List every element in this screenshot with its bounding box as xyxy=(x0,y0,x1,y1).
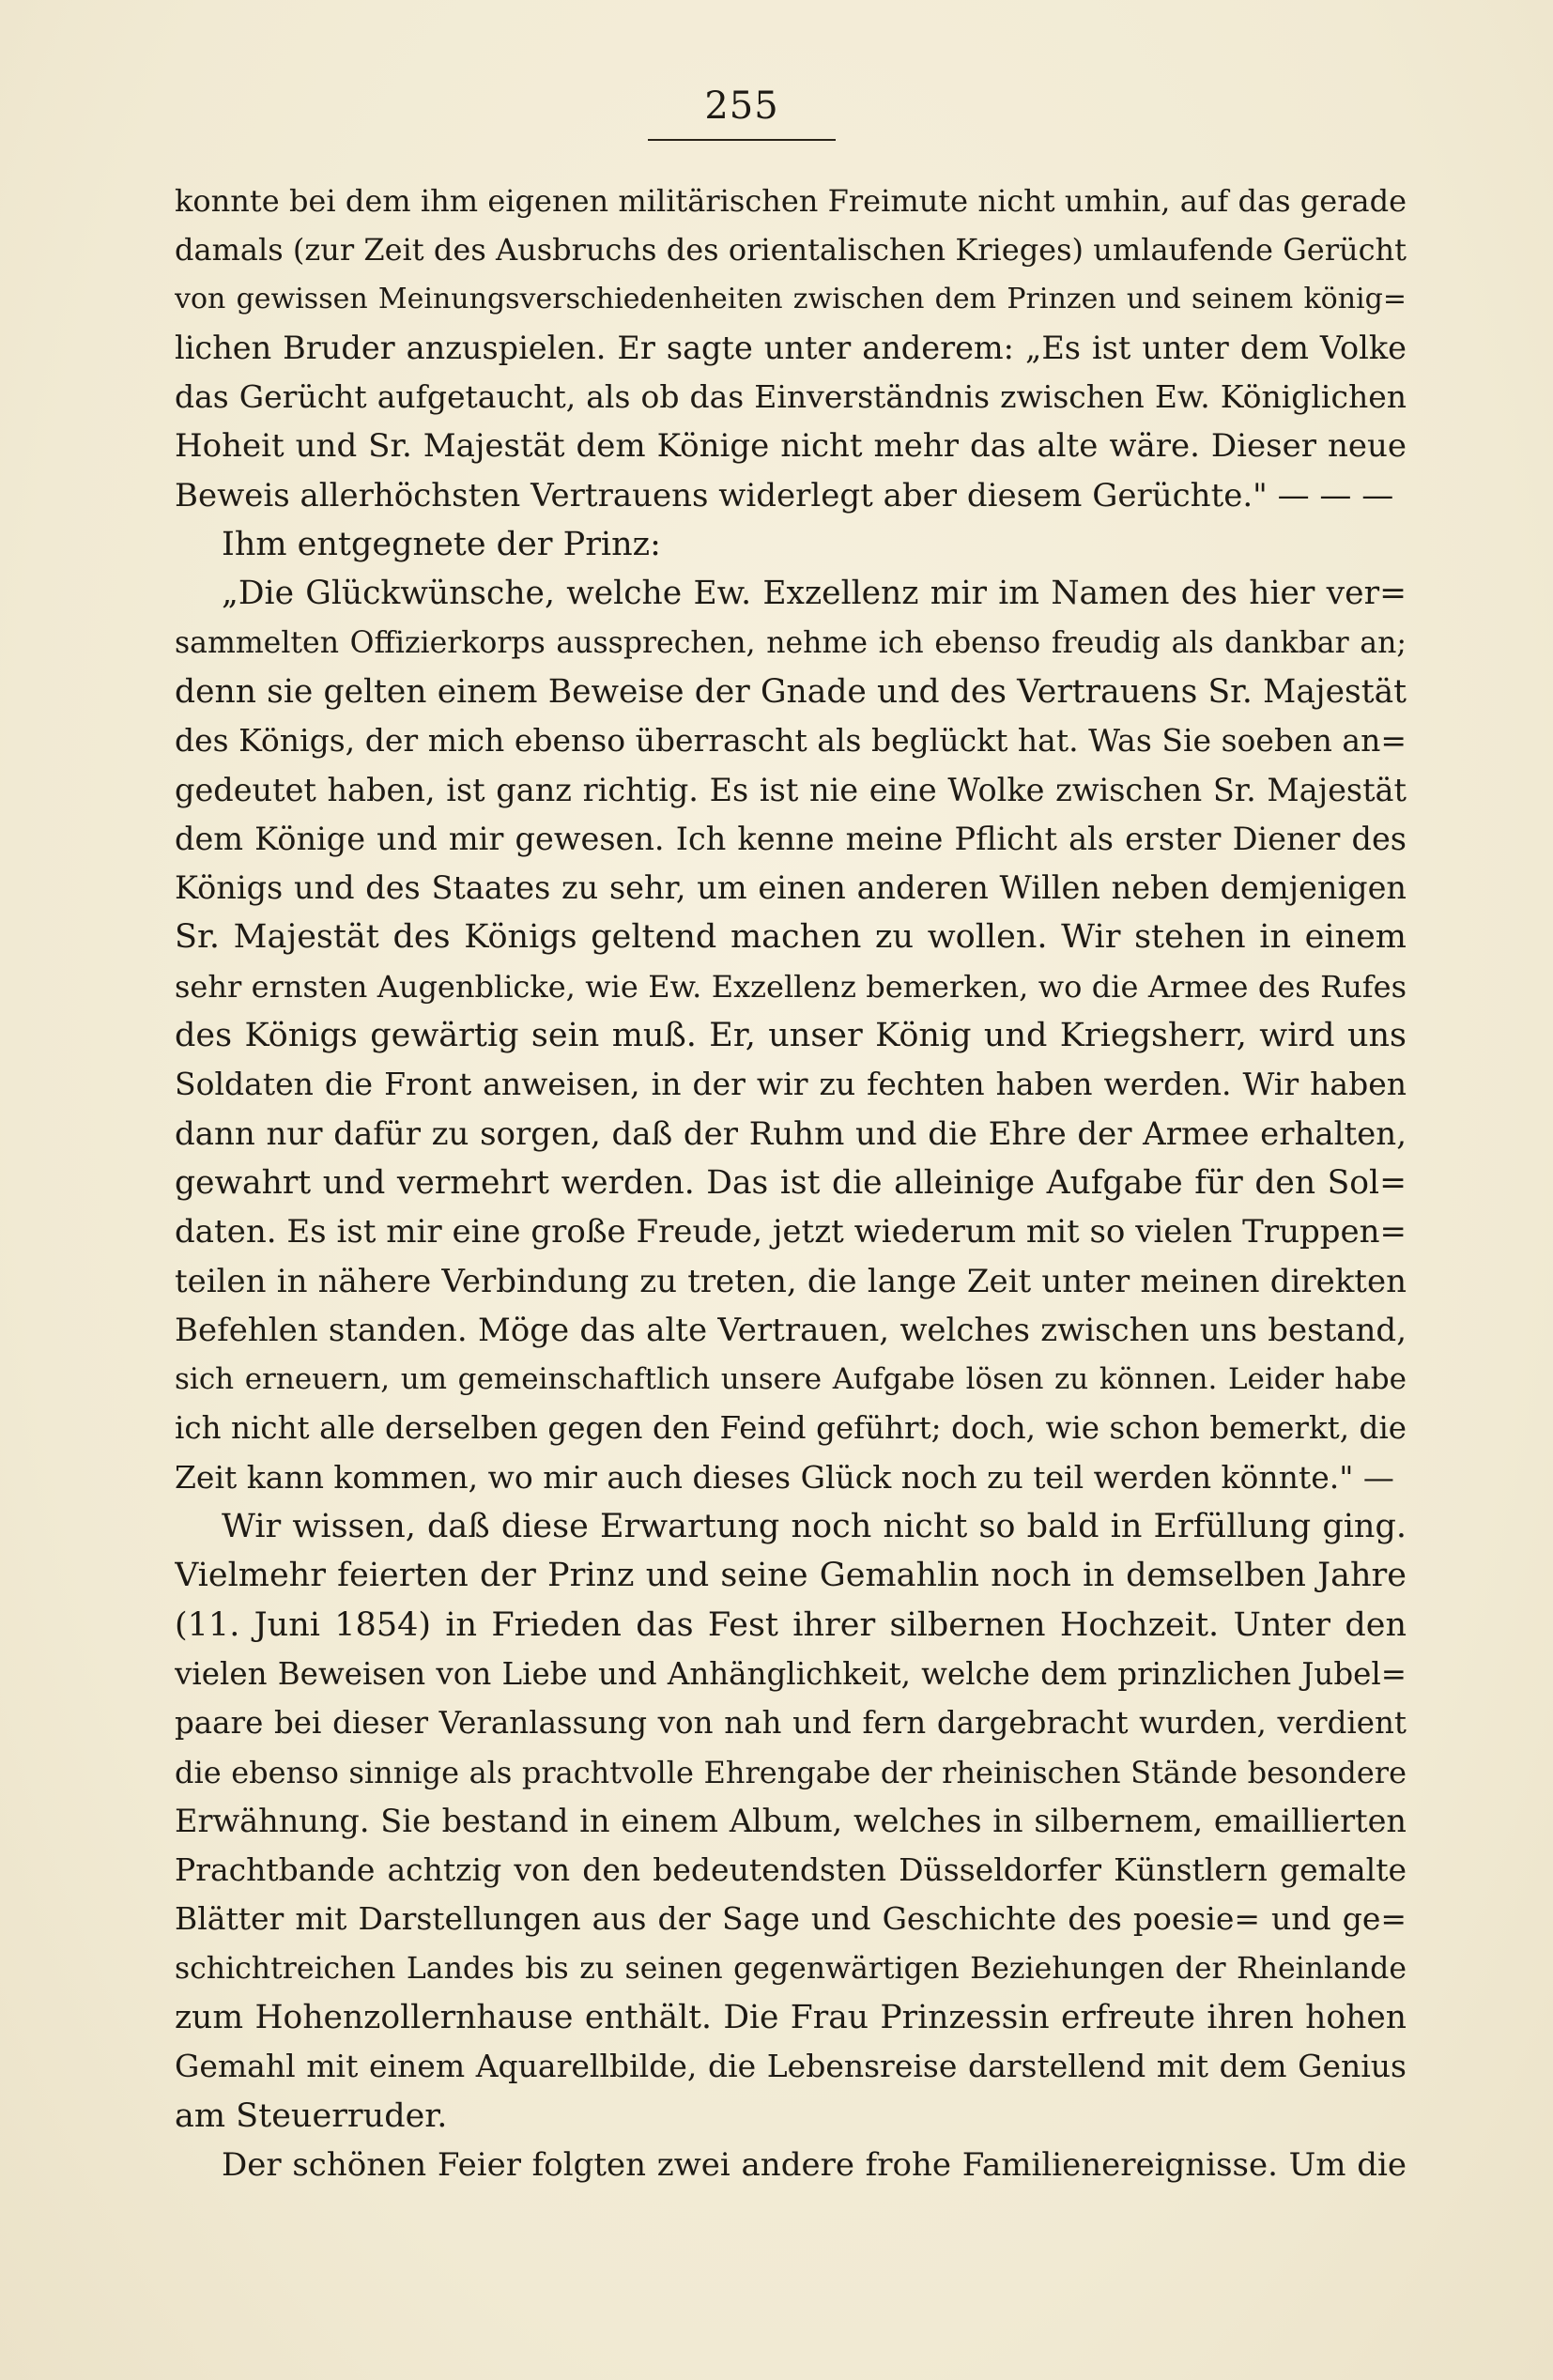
text-line: die ebenso sinnige als prachtvolle Ehrengabe der rheinischen Stände besondere xyxy=(175,1754,1407,1790)
text-line: (11. Juni 1854) in Frieden das Fest ihrer silbernen Hochzeit. Unter den xyxy=(175,1605,1407,1644)
text-line: Prachtbande achtzig von den bedeutendsten Düsseldorfer Künstlern gemalte xyxy=(175,1851,1407,1889)
text-line: schichtreichen Landes bis zu seinen gegenwärtigen Beziehungen der Rheinlande xyxy=(175,1951,1407,1986)
text-line: Zeit kann kommen, wo mir auch dieses Glück noch zu teil werden könnte." — xyxy=(175,1458,1394,1496)
text-line: Sr. Majestät des Königs geltend machen zu wollen. Wir stehen in einem xyxy=(175,918,1407,957)
text-line: sehr ernsten Augenblicke, wie Ew. Exzellenz bemerken, wo die Armee des Rufes xyxy=(175,968,1407,1005)
text-line: Soldaten die Front anweisen, in der wir zu fechten haben werden. Wir haben xyxy=(175,1066,1407,1103)
page-number-rule xyxy=(648,139,836,141)
text-line: das Gerücht aufgetaucht, als ob das Einverständnis zwischen Ew. Königlichen xyxy=(175,378,1407,416)
text-line: dem Könige und mir gewesen. Ich kenne meine Pflicht als erster Diener des xyxy=(175,820,1407,857)
text-line: Beweis allerhöchsten Vertrauens widerlegt aber diesem Gerüchte." — — — xyxy=(175,476,1394,514)
text-line: teilen in nähere Verbindung zu treten, die lange Zeit unter meinen direkten xyxy=(175,1262,1407,1300)
body-text xyxy=(175,177,1407,2189)
text-line: Gemahl mit einem Aquarellbilde, die Lebensreise darstellend mit dem Genius xyxy=(175,2048,1407,2085)
text-line: des Königs gewärtig sein muß. Er, unser König und Kriegsherr, wird uns xyxy=(175,1017,1407,1055)
text-line: Blätter mit Darstellungen aus der Sage und Geschichte des poesie= und ge= xyxy=(175,1900,1407,1938)
text-line: Wir wissen, daß diese Erwartung noch nicht so bald in Erfüllung ging. xyxy=(222,1508,1407,1546)
text-line: Befehlen standen. Möge das alte Vertrauen, welches zwischen uns bestand, xyxy=(175,1311,1407,1349)
text-line: konnte bei dem ihm eigenen militärischen Freimute nicht umhin, auf das gerade xyxy=(175,183,1407,219)
text-line: sich erneuern, um gemeinschaftlich unsere Aufgabe lösen zu können. Leider habe xyxy=(175,1362,1407,1397)
text-line: gedeutet haben, ist ganz richtig. Es ist nie eine Wolke zwischen Sr. Majestät xyxy=(175,771,1407,808)
text-line: Erwähnung. Sie bestand in einem Album, welches in silbernem, emaillierten xyxy=(175,1802,1407,1839)
text-line: von gewissen Meinungsverschiedenheiten zwischen dem Prinzen und seinem könig= xyxy=(175,282,1407,315)
text-line: Königs und des Staates zu sehr, um einen anderen Willen neben demjenigen xyxy=(175,869,1407,907)
text-line: des Königs, der mich ebenso überrascht als beglückt hat. Was Sie soeben an= xyxy=(175,722,1407,760)
text-line: Ihm entgegnete der Prinz: xyxy=(222,526,661,564)
text-line: lichen Bruder anzuspielen. Er sagte unter anderem: „Es ist unter dem Volke xyxy=(175,329,1407,366)
text-line: ich nicht alle derselben gegen den Feind geführt; doch, wie schon bemerkt, die xyxy=(175,1410,1407,1447)
text-line: gewahrt und vermehrt werden. Das ist die alleinige Aufgabe für den Sol= xyxy=(175,1163,1407,1202)
text-line: dann nur dafür zu sorgen, daß der Ruhm und die Ehre der Armee erhalten, xyxy=(175,1114,1407,1153)
text-line: paare bei dieser Veranlassung von nah und fern dargebracht wurden, verdient xyxy=(175,1705,1407,1742)
text-line: denn sie gelten einem Beweise der Gnade und des Vertrauens Sr. Majestät xyxy=(175,672,1407,711)
text-line: vielen Beweisen von Liebe und Anhänglichkeit, welche dem prinzlichen Jubel= xyxy=(175,1655,1407,1692)
text-line: Vielmehr feierten der Prinz und seine Gemahlin noch in demselben Jahre xyxy=(175,1557,1407,1595)
text-line: sammelten Offizierkorps aussprechen, nehme ich ebenso freudig als dankbar an; xyxy=(175,625,1407,660)
text-line: daten. Es ist mir eine große Freude, jetzt wiederum mit so vielen Truppen= xyxy=(175,1213,1407,1251)
text-line: Hoheit und Sr. Majestät dem Könige nicht mehr das alte wäre. Dieser neue xyxy=(175,427,1407,466)
text-line: am Steuerruder. xyxy=(175,2096,448,2135)
text-line: Der schönen Feier folgten zwei andere frohe Familienereignisse. Um die xyxy=(222,2145,1407,2184)
page-number: 255 xyxy=(704,84,779,128)
text-line: damals (zur Zeit des Ausbruchs des orientalischen Krieges) umlaufende Gerücht xyxy=(175,232,1407,269)
text-line: zum Hohenzollernhause enthält. Die Frau Prinzessin erfreute ihren hohen xyxy=(175,1998,1407,2036)
text-line: „Die Glückwünsche, welche Ew. Exzellenz mir im Namen des hier ver= xyxy=(222,575,1407,613)
